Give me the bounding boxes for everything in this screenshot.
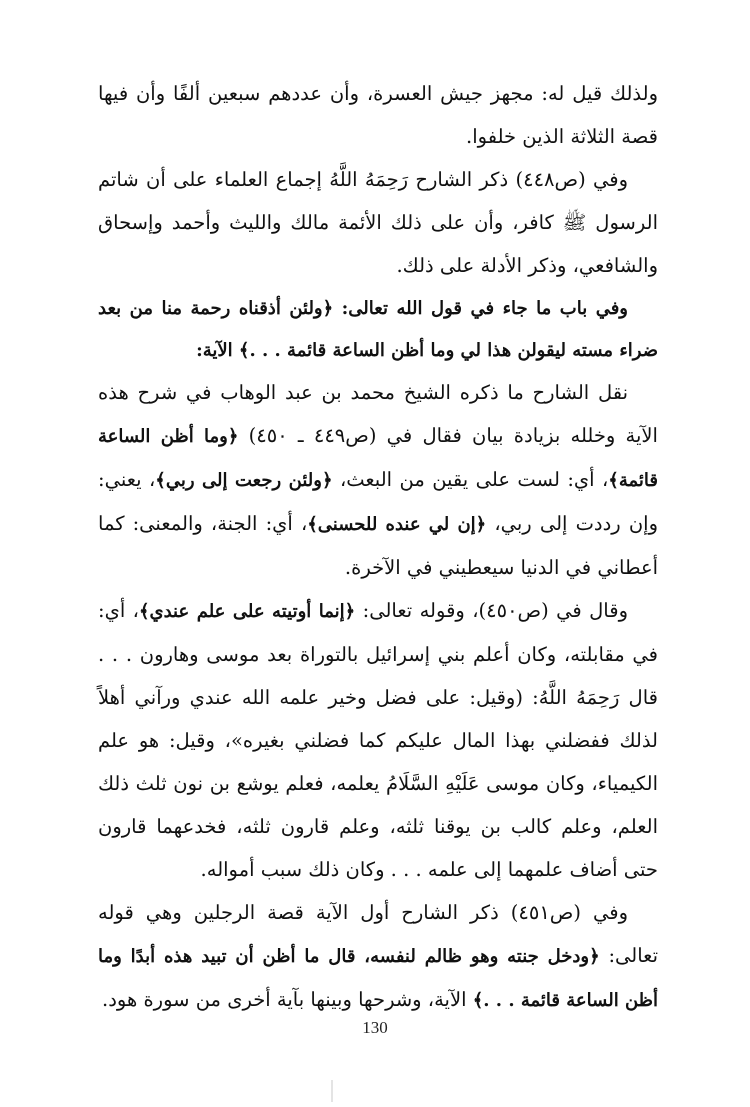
- paragraph-6: [98, 891, 658, 1022]
- paragraph-5-text-a: وقال في (ص٤٥٠)، وقوله تعالى:: [355, 599, 628, 622]
- chapter-heading-paragraph: [98, 287, 658, 371]
- quran-quote: ﴿إن لي عنده للحسنى﴾: [307, 514, 487, 535]
- paragraph-1: [98, 72, 658, 158]
- paragraph-5-text-b: ، أي: في مقابلته، وكان أعلم بني إسرائيل بالتوراة بعد موسى وهارون . . . قال رَحِمَهُ اللَّهُ: (وقيل: على فضل وخير علمه الله عندي ورآني أهلاً لذلك ففضلني بهذا المال عليكم كما فضلني بغيره»، وقيل: هو علم الكيمياء، وكان موسى عَلَيْهِ السَّلَامُ يعلمه، فعلم يوشع بن نون ثلث ذلك العلم، وعلم كالب بن يوقنا ثلثه، وعلم قارون ثلثه، فخدعهما قارون حتى أضاف علمهما إلى علمه . . . وكان ذلك سبب أمواله.: [98, 599, 658, 881]
- paragraph-6-text-a: وفي (ص٤٥١) ذكر الشارح أول الآية قصة الرجلين وهي قوله تعالى:: [98, 901, 658, 967]
- quran-quote: ﴿ولئن رجعت إلى ربي﴾: [155, 470, 333, 491]
- paragraph-2-text: وفي (ص٤٤٨) ذكر الشارح رَحِمَهُ اللَّهُ إجماع العلماء على أن شاتم الرسول ﷺ كافر، وأن على ذلك الأئمة مالك والليث وأحمد وإسحاق والشافعي، وذكر الأدلة على ذلك.: [98, 168, 658, 277]
- page-body: [98, 72, 658, 1022]
- quran-quote: ﴿وما أظن الساعة قائمة﴾: [98, 426, 658, 491]
- paragraph-4-text-c: ، يعني: وإن رددت إلى ربي،: [98, 468, 658, 535]
- chapter-heading-text: وفي باب ما جاء في قول الله تعالى: ﴿ولئن أذقناه رحمة منا من بعد ضراء مسته ليقولن هذا لي وما أظن الساعة قائمة . . .﴾ الآية:: [98, 298, 658, 361]
- scan-artifact-line: [331, 1080, 333, 1102]
- paragraph-4-text-a: نقل الشارح ما ذكره الشيخ محمد بن عبد الوهاب في شرح هذه الآية وخلله بزيادة بيان فقال في (ص٤٤٩ ـ ٤٥٠): [98, 381, 658, 447]
- page-number: 130: [362, 1018, 388, 1037]
- paragraph-5: [98, 589, 658, 891]
- paragraph-1-text: ولذلك قيل له: مجهز جيش العسرة، وأن عددهم سبعين ألفًا وأن فيها قصة الثلاثة الذين خلفوا.: [98, 82, 658, 148]
- paragraph-6-text-b: الآية، وشرحها وبينها بآية أخرى من سورة هود.: [102, 988, 473, 1011]
- paragraph-4-text-b: ، أي: لست على يقين من البعث،: [332, 468, 609, 491]
- paragraph-2: [98, 158, 658, 287]
- paragraph-4-text-d: ، أي: الجنة، والمعنى: كما أعطاني في الدنيا سيعطيني في الآخرة.: [98, 512, 658, 579]
- paragraph-4: [98, 371, 658, 589]
- quran-quote: ﴿إنما أوتيته على علم عندي﴾: [138, 601, 356, 622]
- quran-quote: ﴿ودخل جنته وهو ظالم لنفسه، قال ما أظن أن تبيد هذه أبدًا وما أظن الساعة قائمة . . .﴾: [98, 946, 658, 1011]
